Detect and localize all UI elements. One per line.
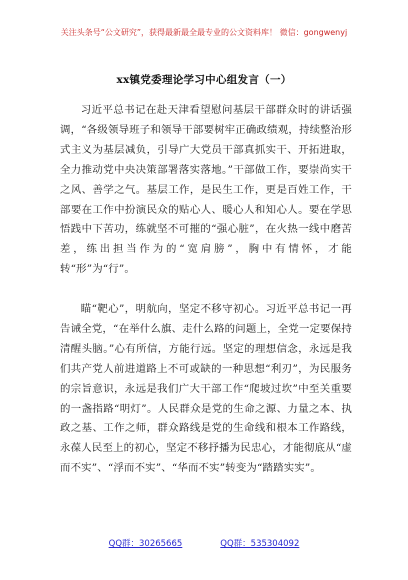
qq-group-link-2[interactable]: QQ群：535304092 <box>220 539 300 549</box>
document-title: xx镇党委理论学习中心组发言（一） <box>116 74 292 86</box>
qq-group-link-1[interactable]: QQ群：30265665 <box>108 539 183 549</box>
paragraph-2: 瞄“靶心”，明航向，坚定不移守初心。习近平总书记一再告诫全党，“在举什么旗、走什么路的问题上，全党一定要保持清醒头脑。”心有所信，方能行远。坚定的理想信念，永远是我们共产党人前进道路上不可或缺的一种思想“利刃”，为民服务的宗旨意识，永远是我们广大干部工作“爬坡过坎”中至关重要的一盏指路“明灯”。人民群众是党的生命之源、力量之本、执政之基、工作之师，群众路线是党的生命线和根本工作路线，永葆人民至上的初心，坚定不移抒播为民忠心，才能彻底从“虚而不实”、“浮而不实”、“华而不实”转变为“踏踏实实”。 <box>60 303 352 475</box>
paragraph-1: 习近平总书记在赴天津看望慰问基层干部群众时的讲话强调，“各级领导班子和领导干部要树牢正确政绩观，持续整治形式主义为基层减负，引导广大党员干部真抓实干、开拓进取，全力推动党中央决策部署落实落地。”干部做工作，要崇尚实干之风、善学之气。基层工作，是民生工作，更是百姓工作，干部要在工作中扮演民众的贴心人、暖心人和知心人。要在学思悟践中下苦功，练就坚不可摧的“强心脏”，在火热一线中磨苦差，练出担当作为的“宽肩膀”，胸中有情怀，才能转“形”为“行”。 <box>60 104 352 276</box>
document-body <box>60 101 352 479</box>
promo-banner: 关注头条号“公文研究”，获得最新最全最专业的公文资料库！ 微信：gongwenyj <box>60 28 348 37</box>
footer-contacts <box>0 538 408 550</box>
